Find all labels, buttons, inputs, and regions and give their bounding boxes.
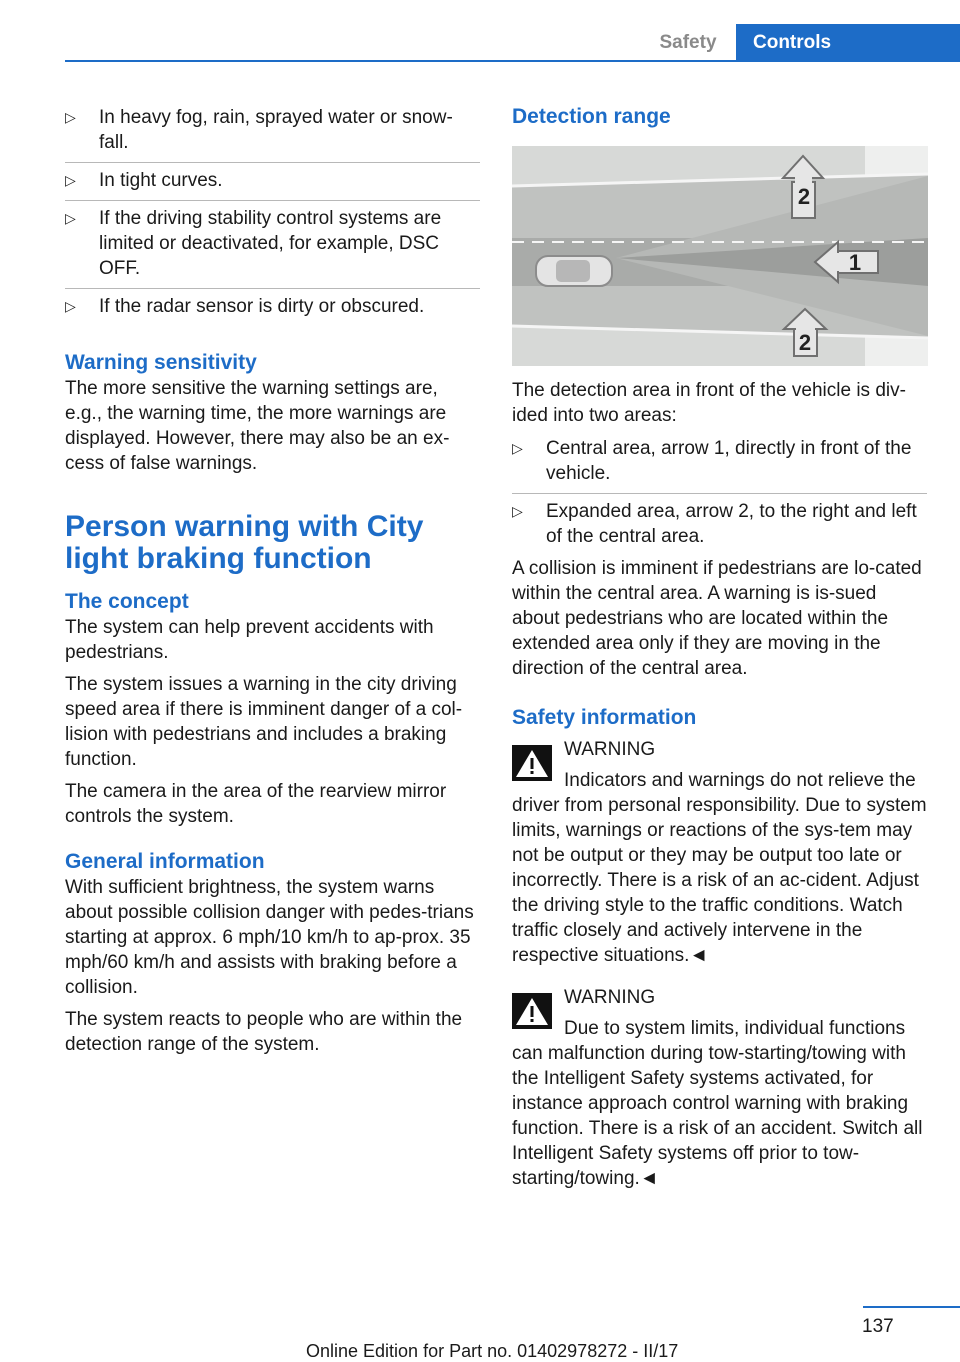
list-item: ▷ If the driving stability control systems are limited or deactivated, for example, DSC OFF. [65,201,480,289]
tab-controls[interactable]: Controls [736,24,960,62]
list-item: ▷ In heavy fog, rain, sprayed water or snow-fall. [65,100,480,163]
warning-triangle-icon [512,745,552,781]
triangle-bullet-icon: ▷ [65,172,76,188]
area-list [512,431,927,556]
triangle-bullet-icon: ▷ [512,503,523,519]
list-item: ▷ Expanded area, arrow 2, to the right and left of the central area. [512,501,917,547]
arrow-1-label: 1 [848,250,862,275]
vehicle-icon [536,256,612,286]
detection-paragraph: A collision is imminent if pedestrians are lo-cated within the central area. A warning is is-sued about pedestrians who are located within the extended area only if they are moving in the direction of the central area. [512,558,922,679]
warning-block [512,985,927,1191]
detection-range-diagram [512,146,928,366]
detection-paragraph: The detection area in front of the vehicle is div-ided into two areas: [512,380,906,426]
triangle-bullet-icon: ▷ [65,109,76,125]
concept-heading: The concept [65,590,189,613]
arrow-2-label: 2 [798,330,812,355]
warning-sensitivity-text: The more sensitive the warning settings are, e.g., the warning time, the more warnings are displayed. However, there may also be an ex-cess of false warnings. [65,378,450,474]
warning-triangle-icon [512,993,552,1029]
warning-text: Indicators and warnings do not relieve the driver from personal responsibility. Due to system limits, warnings or reactions of the sys-tem may not be output or they may be output too late or incorrectly. There is a risk of an ac-cident. Adjust the driving style to the traffic conditions. Watch traffic closely and actively intervene in the respective situations.◄ [512,770,927,966]
detection-range-heading: Detection range [512,105,671,128]
safety-information-heading: Safety information [512,706,697,729]
warning-sensitivity-heading: Warning sensitivity [65,351,257,374]
concept-paragraph: The system can help prevent accidents with pedestrians. [65,617,434,663]
general-paragraph: The system reacts to people who are within the detection range of the system. [65,1009,463,1055]
triangle-bullet-icon: ▷ [65,210,76,226]
condition-list [65,100,480,326]
list-item: ▷ In tight curves. [65,163,480,201]
header-rule [65,60,960,62]
warning-title: WARNING [564,739,656,760]
footer-rule [863,1306,960,1308]
warning-title: WARNING [564,987,656,1008]
list-item: ▷ If the radar sensor is dirty or obscured. [65,296,425,317]
section-title: Person warning with City light braking function [65,510,424,575]
triangle-bullet-icon: ▷ [65,298,76,314]
general-information-heading: General information [65,850,265,873]
concept-paragraph: The system issues a warning in the city driving speed area if there is imminent danger of a col-lision with pedestrians and includes a braking function. [65,674,463,770]
right-column [512,100,927,1191]
warning-text: Due to system limits, individual functions can malfunction during tow-starting/towing with the Intelligent Safety systems activated, for instance approach control warning with braking function. There is a risk of an accident. Switch all Intelligent Safety systems off prior to tow-starting/towing.◄ [512,1018,923,1189]
tab-safety[interactable]: Safety [659,32,717,53]
warning-block [512,737,927,968]
concept-paragraph: The camera in the area of the rearview mirror controls the system. [65,781,447,827]
general-paragraph: With sufficient brightness, the system warns about possible collision danger with pedes-trians starting at approx. 6 mph/10 km/h to ap-prox. 35 mph/60 km/h and assists with braking before a collision. [65,877,474,998]
page-number: 137 [862,1316,894,1337]
list-item: ▷ Central area, arrow 1, directly in front of the vehicle. [512,431,927,494]
triangle-bullet-icon: ▷ [512,440,523,456]
edition-line: Online Edition for Part no. 01402978272 - II/17 [306,1341,679,1361]
left-column [65,100,480,1057]
arrow-2-label: 2 [797,184,811,209]
